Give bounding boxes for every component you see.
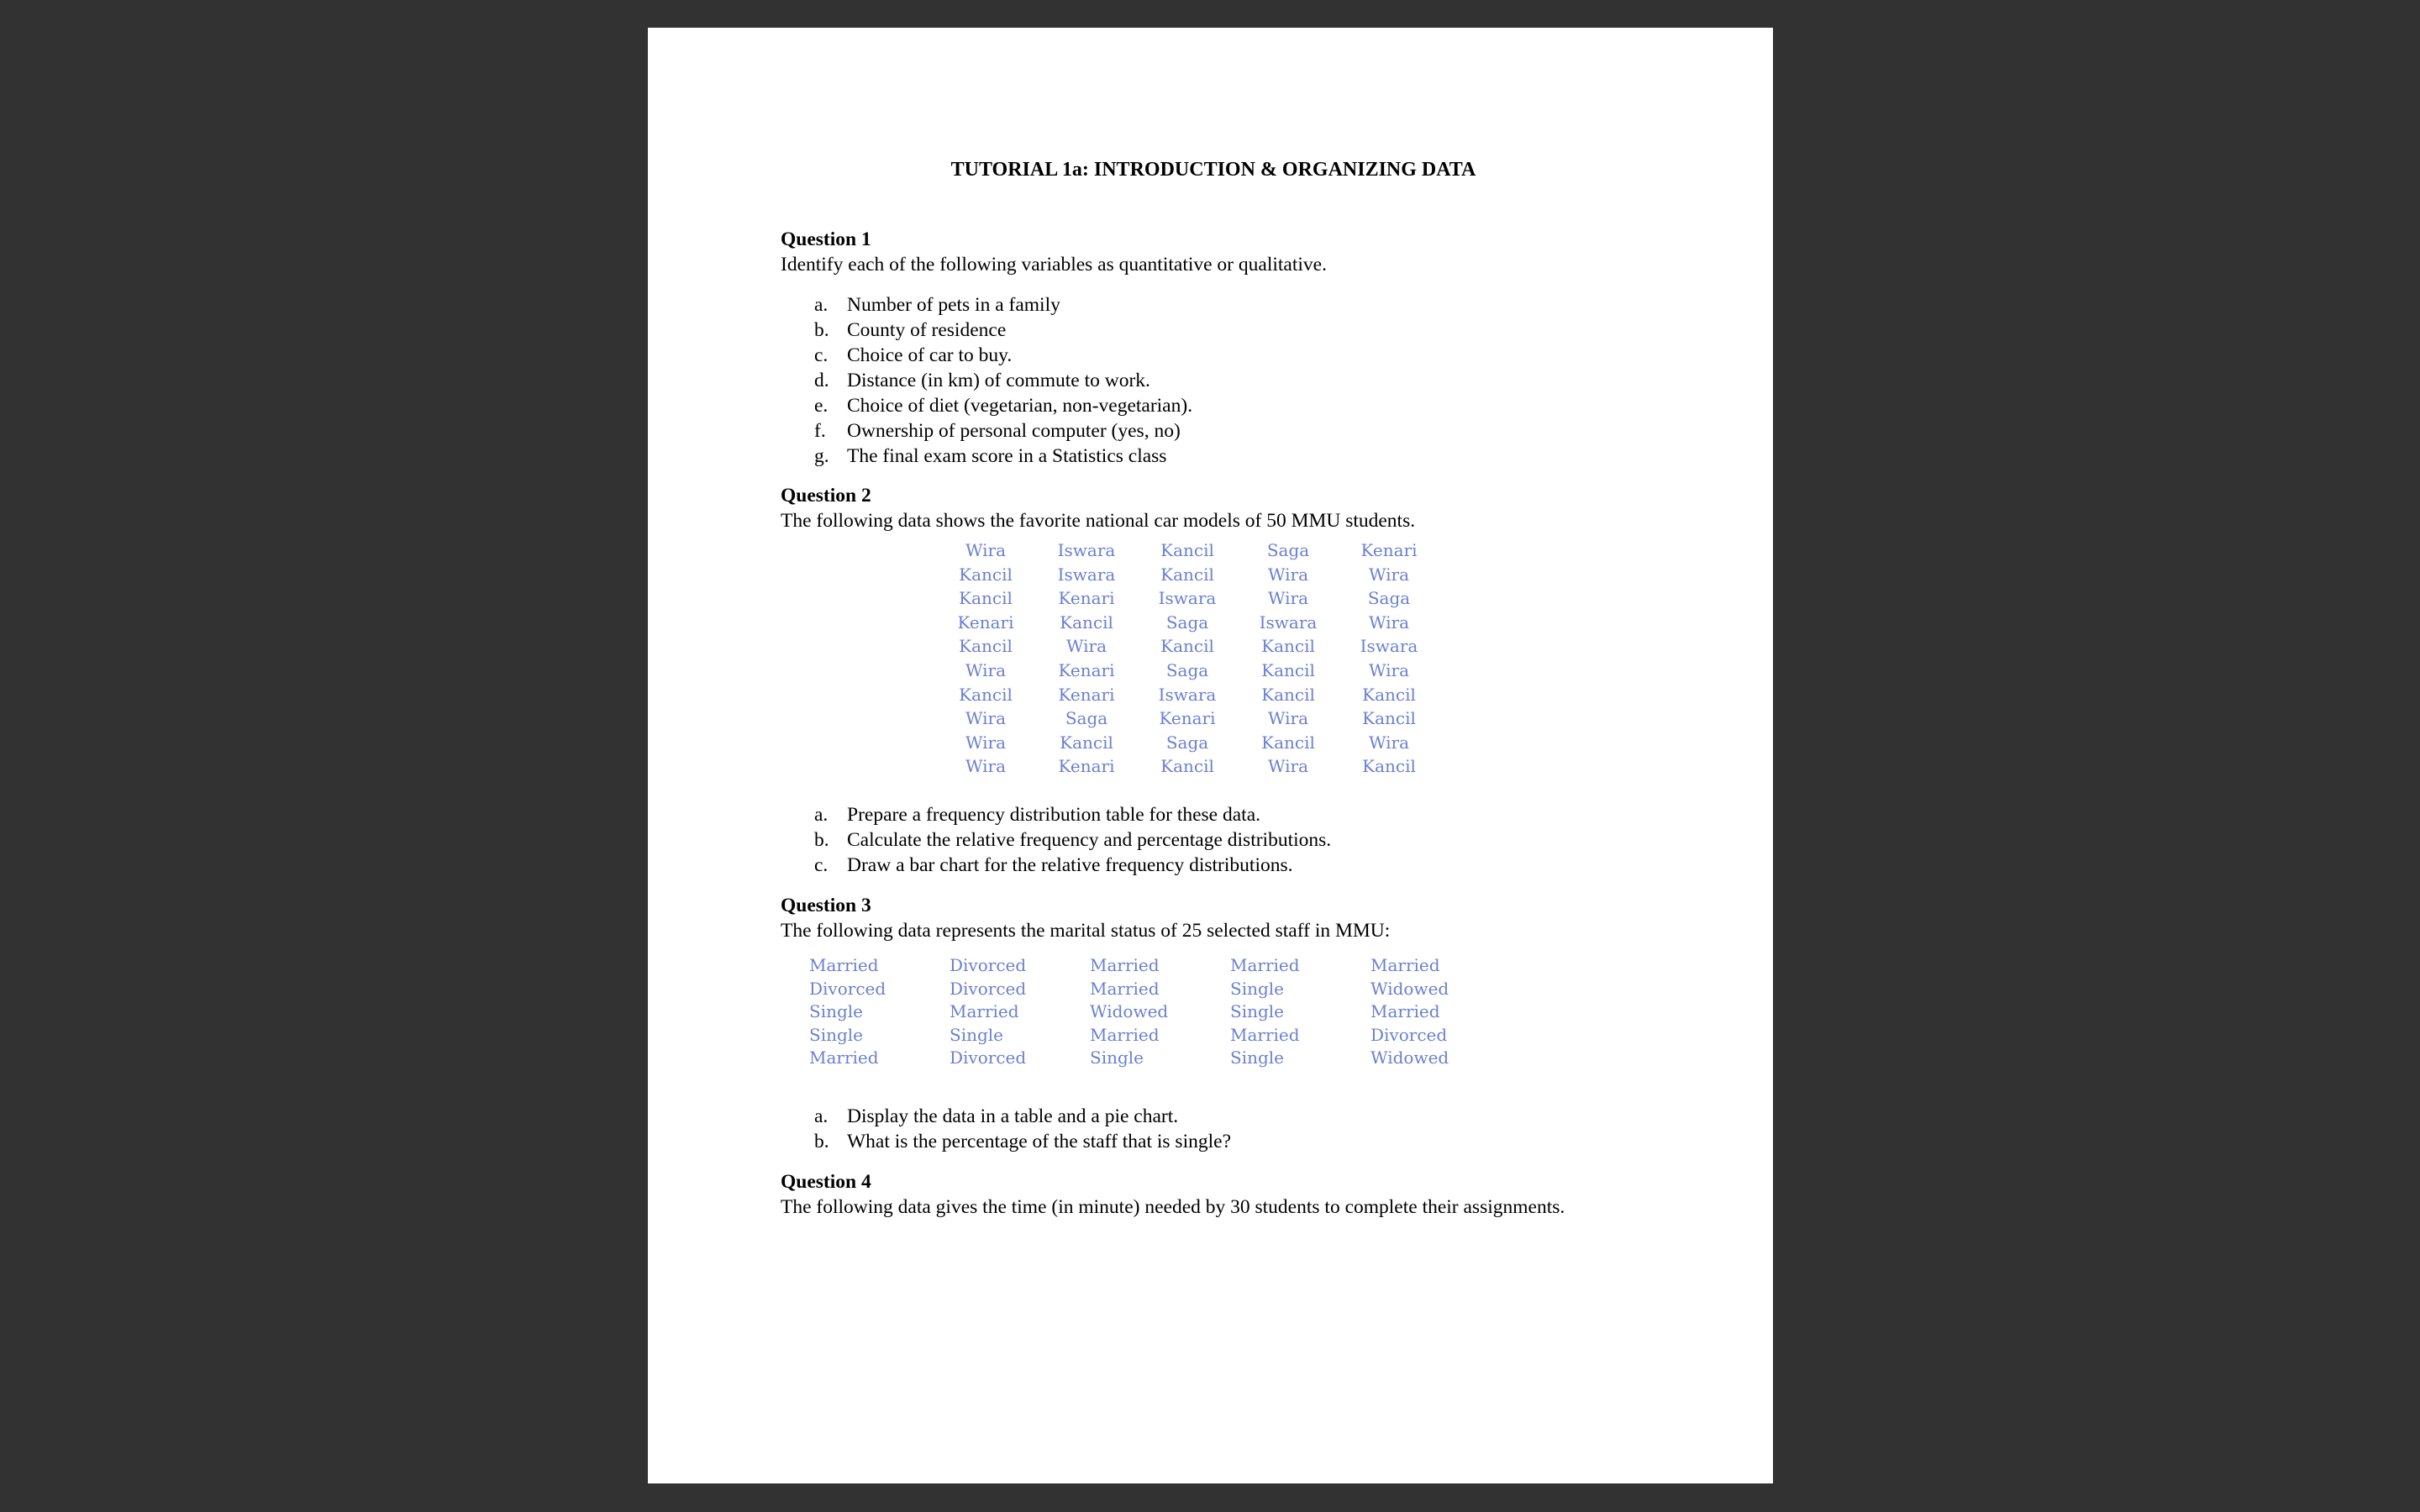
document-page: TUTORIAL 1a: INTRODUCTION & ORGANIZING DATA Question 1 Identify each of the following variables as quantitative or qualitative. a. Number of pets in a family b. County of residence c. Choice of car to buy. d. Distance (in km) of commute to work. e. Choice of diet (vegetarian, non-vegetarian). f. Ownership of personal computer (yes, no) g. The final exam score in a Statistics class Question 2 The following data shows the favorite national car models of 50 MMU students. Wira Kancil Kancil Kenari Kancil Wira Kancil Wira Wira Wira Iswara Iswara Kenari Kancil Wira Kenari Kenari Saga Kancil Kenari Kancil Kancil Iswara Saga Kancil Saga Iswara Kenari Saga Kancil Saga Wira Wira Iswara Kancil Kancil Kancil Wira Kancil Wira Kenari Wira Saga Wira Iswara Wira Kancil Kancil Wira Kancil a. Prepare a frequency distribution table for these data. b. Calculate the relative frequency and percentage distributions. c. Draw a bar chart for the relative frequency distributions. Question 3 The following data represents the marital status of 25 selected staff in MMU: Married Divorced Single Single Married Divorced Divorced Married Single Divorced Married Married Widowed Married Single Married Single Single Married Single Married Widowed Married Divorced Widowed a. Display the data in a table and a pie chart. b. What is the percentage of the staff that is single? Question 4 The following data gives the time (in minute) needed by 30 students to complete their assignments. xyxy=(648,28,1773,1483)
data-cell: Married xyxy=(1370,955,1440,975)
data-cell: Kenari xyxy=(1058,588,1115,609)
data-cell: Iswara xyxy=(1259,612,1318,633)
data-cell: Wira xyxy=(1267,588,1309,609)
data-cell: Divorced xyxy=(809,978,886,999)
data-cell: Kancil xyxy=(959,684,1013,705)
data-cell: Wira xyxy=(965,540,1007,560)
data-cell: Wira xyxy=(965,659,1007,680)
data-cell: Iswara xyxy=(1057,540,1116,560)
data-cell: Saga xyxy=(1165,659,1209,680)
question-3-heading: Question 3 xyxy=(781,895,871,916)
data-cell: Married xyxy=(809,955,879,975)
data-cell: Married xyxy=(1230,955,1300,975)
data-cell: Married xyxy=(1230,1024,1300,1045)
data-cell: Wira xyxy=(1368,612,1410,633)
data-cell: Married xyxy=(950,1001,1019,1021)
data-cell: Divorced xyxy=(950,1047,1027,1068)
data-cell: Iswara xyxy=(1057,564,1116,585)
data-cell: Divorced xyxy=(950,955,1027,975)
data-cell: Saga xyxy=(1065,708,1108,729)
marital-data-column xyxy=(1370,954,1449,1070)
data-cell: Wira xyxy=(1368,732,1410,753)
car-data-column xyxy=(1044,538,1128,779)
data-cell: Kancil xyxy=(1160,636,1214,657)
marital-data-column xyxy=(809,954,886,1070)
data-cell: Saga xyxy=(1266,540,1310,560)
data-cell: Kancil xyxy=(1261,732,1315,753)
data-cell: Kancil xyxy=(1362,684,1416,705)
data-cell: Wira xyxy=(965,708,1007,729)
data-cell: Married xyxy=(1370,1001,1440,1021)
data-cell: Wira xyxy=(1368,564,1410,585)
marital-data-column xyxy=(1230,954,1300,1070)
data-cell: Married xyxy=(1090,955,1160,975)
data-cell: Single xyxy=(1230,978,1285,999)
data-cell: Kancil xyxy=(1362,756,1416,777)
question-2-text: The following data shows the favorite national car models of 50 MMU students. xyxy=(781,510,1416,532)
car-models-data xyxy=(944,538,1448,782)
data-cell: Divorced xyxy=(1370,1024,1448,1045)
data-cell: Widowed xyxy=(1090,1001,1169,1021)
data-cell: Kancil xyxy=(1261,636,1315,657)
marital-data-column xyxy=(1090,954,1168,1070)
data-cell: Wira xyxy=(1267,756,1309,777)
marital-data-column xyxy=(950,954,1026,1070)
data-cell: Kenari xyxy=(1058,684,1115,705)
question-3-text: The following data represents the marital status of 25 selected staff in MMU: xyxy=(781,920,1391,942)
data-cell: Wira xyxy=(965,732,1007,753)
car-data-column xyxy=(1347,538,1431,779)
data-cell: Kenari xyxy=(957,612,1014,633)
data-cell: Iswara xyxy=(1360,636,1418,657)
question-2-heading: Question 2 xyxy=(781,485,871,507)
data-cell: Iswara xyxy=(1158,684,1217,705)
data-cell: Iswara xyxy=(1158,588,1217,609)
data-cell: Single xyxy=(1090,1047,1144,1068)
marital-status-data xyxy=(809,954,1465,1072)
data-cell: Saga xyxy=(1165,732,1209,753)
data-cell: Single xyxy=(1230,1001,1285,1021)
data-cell: Kancil xyxy=(1060,612,1113,633)
data-cell: Kancil xyxy=(1160,540,1214,560)
page-title: TUTORIAL 1a: INTRODUCTION & ORGANIZING DATA xyxy=(950,159,1476,181)
data-cell: Kancil xyxy=(1362,708,1416,729)
data-cell: Wira xyxy=(1267,708,1309,729)
data-cell: Single xyxy=(809,1024,864,1045)
data-cell: Kancil xyxy=(959,588,1013,609)
data-cell: Wira xyxy=(965,756,1007,777)
data-cell: Saga xyxy=(1367,588,1411,609)
data-cell: Kenari xyxy=(1360,540,1418,560)
data-cell: Married xyxy=(1090,1024,1160,1045)
question-4-text: The following data gives the time (in minute) needed by 30 students to complete their assignments. xyxy=(781,1196,1565,1218)
data-cell: Kancil xyxy=(1060,732,1113,753)
data-cell: Wira xyxy=(1065,636,1107,657)
data-cell: Married xyxy=(1090,978,1160,999)
car-data-column xyxy=(944,538,1028,779)
data-cell: Single xyxy=(1230,1047,1285,1068)
data-cell: Kancil xyxy=(1261,684,1315,705)
data-cell: Single xyxy=(950,1024,1004,1045)
data-cell: Married xyxy=(809,1047,879,1068)
car-data-column xyxy=(1145,538,1229,779)
data-cell: Kenari xyxy=(1058,659,1115,680)
data-cell: Single xyxy=(809,1001,864,1021)
data-cell: Wira xyxy=(1368,659,1410,680)
data-cell: Widowed xyxy=(1370,978,1449,999)
data-cell: Divorced xyxy=(950,978,1027,999)
question-4-heading: Question 4 xyxy=(781,1171,871,1193)
data-cell: Saga xyxy=(1165,612,1209,633)
data-cell: Kenari xyxy=(1058,756,1115,777)
data-cell: Kancil xyxy=(1160,564,1214,585)
data-cell: Wira xyxy=(1267,564,1309,585)
data-cell: Kancil xyxy=(959,564,1013,585)
question-1-heading: Question 1 xyxy=(781,228,871,250)
car-data-column xyxy=(1246,538,1330,779)
data-cell: Kancil xyxy=(1261,659,1315,680)
data-cell: Kancil xyxy=(959,636,1013,657)
question-1-text: Identify each of the following variables as quantitative or qualitative. xyxy=(781,254,1327,276)
data-cell: Kenari xyxy=(1159,708,1216,729)
data-cell: Kancil xyxy=(1160,756,1214,777)
data-cell: Widowed xyxy=(1370,1047,1449,1068)
